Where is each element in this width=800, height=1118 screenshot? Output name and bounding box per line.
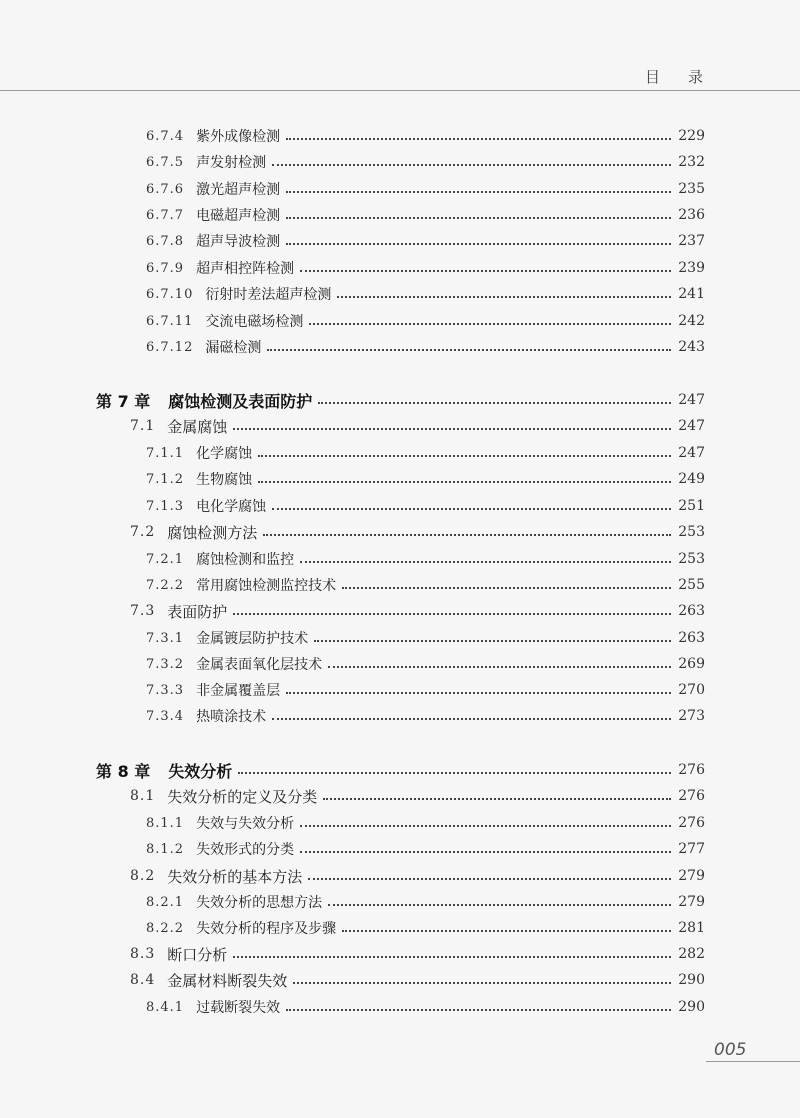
toc-entry-title: 交流电磁场检测 [205,314,304,330]
toc-entry-title: 腐蚀检测和监控 [196,552,295,568]
toc-entry-page: 277 [678,841,705,857]
toc-subsection-entry[interactable] [146,573,705,597]
toc-subsection-entry[interactable] [146,626,705,650]
toc-entry-page: 273 [678,708,705,724]
toc-dot-leader [300,561,671,563]
toc-entry-page: 263 [678,630,705,646]
toc-dot-leader [233,956,671,958]
toc-entry-number: 第 7 章 [96,391,151,411]
toc-entry-number: 6.7.12 [146,339,194,355]
toc-entry-number: 6.7.4 [146,128,185,144]
toc-dot-leader [328,904,671,906]
toc-subsection-entry[interactable] [146,995,705,1019]
toc-entry-title: 表面防护 [167,602,228,621]
toc-dot-leader [293,982,671,984]
toc-entry-title: 失效分析的思想方法 [196,895,323,911]
toc-section-entry[interactable] [130,864,705,888]
toc-dot-leader [286,243,671,245]
toc-dot-leader [286,1009,671,1011]
page-number: 005 [714,1040,747,1060]
toc-entry-title: 过载断裂失效 [196,1000,281,1016]
toc-chapter-entry[interactable] [96,388,705,412]
toc-subsection-entry[interactable] [146,309,705,333]
toc-entry-page: 276 [678,815,705,831]
toc-entry-number: 8.2.2 [146,920,185,936]
toc-dot-leader [318,402,671,404]
toc-subsection-entry[interactable] [146,837,705,861]
toc-dot-leader [286,191,671,193]
toc-dot-leader [233,428,671,430]
toc-entry-title: 断口分析 [167,945,228,964]
toc-section-entry[interactable] [130,520,705,544]
toc-entry-number: 8.1 [130,788,156,804]
toc-subsection-entry[interactable] [146,547,705,571]
toc-subsection-entry[interactable] [146,916,705,940]
toc-dot-leader [308,878,671,880]
toc-entry-title: 紫外成像检测 [196,129,281,145]
toc-subsection-entry[interactable] [146,494,705,518]
footer-rule [706,1061,800,1062]
toc-entry-page: 279 [678,868,705,884]
toc-entry-page: 270 [678,682,705,698]
toc-dot-leader [309,323,671,325]
toc-entry-title: 失效分析 [168,761,233,781]
toc-dot-leader [286,692,671,694]
toc-subsection-entry[interactable] [146,441,705,465]
toc-entry-page: 229 [678,128,705,144]
toc-dot-leader [272,164,671,166]
toc-entry-number: 7.3.1 [146,630,185,646]
toc-entry-number: 8.1.2 [146,841,185,857]
toc-entry-title: 超声相控阵检测 [196,261,295,277]
toc-entry-page: 269 [678,656,705,672]
toc-entry-page: 253 [678,524,705,540]
toc-dot-leader [286,217,671,219]
toc-entry-number: 8.4 [130,972,156,988]
toc-entry-number: 6.7.9 [146,260,185,276]
toc-entry-title: 电磁超声检测 [196,208,281,224]
toc-entry-number: 6.7.6 [146,181,185,197]
toc-subsection-entry[interactable] [146,256,705,280]
toc-section-entry[interactable] [130,784,705,808]
toc-entry-page: 263 [678,603,705,619]
toc-entry-title: 失效分析的基本方法 [167,867,303,886]
toc-dot-leader [263,534,671,536]
toc-entry-page: 276 [678,788,705,804]
toc-entry-number: 8.4.1 [146,999,185,1015]
toc-dot-leader [267,349,671,351]
toc-subsection-entry[interactable] [146,124,705,148]
toc-entry-page: 255 [678,577,705,593]
toc-entry-number: 7.2 [130,524,156,540]
toc-entry-number: 8.3 [130,946,156,962]
toc-subsection-entry[interactable] [146,150,705,174]
toc-entry-title: 金属腐蚀 [167,417,228,436]
toc-section-entry[interactable] [130,414,705,438]
toc-entry-number: 7.1.3 [146,498,185,514]
toc-dot-leader [300,851,671,853]
toc-entry-title: 失效与失效分析 [196,816,295,832]
toc-dot-leader [272,718,671,720]
toc-subsection-entry[interactable] [146,335,705,359]
toc-subsection-entry[interactable] [146,704,705,728]
toc-dot-leader [314,640,671,642]
toc-entry-page: 236 [678,207,705,223]
toc-entry-title: 声发射检测 [196,155,267,171]
toc-dot-leader [300,825,671,827]
toc-chapter-entry[interactable] [96,758,705,782]
toc-dot-leader [337,296,671,298]
toc-entry-number: 7.3.3 [146,682,185,698]
toc-entry-title: 超声导波检测 [196,234,281,250]
toc-entry-number: 第 8 章 [96,761,151,781]
toc-entry-number: 6.7.8 [146,233,185,249]
toc-entry-page: 239 [678,260,705,276]
toc-dot-leader [272,508,671,510]
toc-dot-leader [323,798,671,800]
toc-entry-page: 251 [678,498,705,514]
toc-subsection-entry[interactable] [146,652,705,676]
toc-entry-page: 242 [678,313,705,329]
toc-section-entry[interactable] [130,942,705,966]
toc-entry-title: 常用腐蚀检测监控技术 [196,578,337,594]
toc-entry-page: 290 [678,972,705,988]
toc-dot-leader [286,138,671,140]
toc-section-entry[interactable] [130,968,705,992]
toc-entry-title: 金属镀层防护技术 [196,631,309,647]
toc-entry-title: 失效分析的程序及步骤 [196,921,337,937]
toc-subsection-entry[interactable] [146,811,705,835]
toc-dot-leader [258,481,671,483]
toc-entry-page: 247 [678,392,705,408]
toc-subsection-entry[interactable] [146,229,705,253]
toc-dot-leader [258,455,671,457]
toc-entry-title: 金属材料断裂失效 [167,971,288,990]
toc-entry-title: 生物腐蚀 [196,472,253,488]
toc-subsection-entry[interactable] [146,177,705,201]
toc-entry-page: 282 [678,946,705,962]
toc-entry-title: 激光超声检测 [196,182,281,198]
toc-entry-page: 279 [678,894,705,910]
toc-entry-title: 非金属覆盖层 [196,683,281,699]
toc-dot-leader [328,666,671,668]
toc-subsection-entry[interactable] [146,467,705,491]
toc-entry-number: 7.3 [130,603,156,619]
toc-entry-page: 247 [678,445,705,461]
toc-dot-leader [233,613,671,615]
toc-dot-leader [342,930,671,932]
toc-entry-number: 7.3.2 [146,656,185,672]
toc-entry-page: 253 [678,551,705,567]
toc-entry-number: 6.7.11 [146,313,194,329]
toc-subsection-entry[interactable] [146,890,705,914]
toc-subsection-entry[interactable] [146,203,705,227]
toc-entry-title: 化学腐蚀 [196,446,253,462]
toc-section-entry[interactable] [130,599,705,623]
toc-entry-title: 腐蚀检测方法 [167,523,258,542]
toc-entry-number: 7.2.2 [146,577,185,593]
toc-entry-page: 247 [678,418,705,434]
toc-entry-page: 241 [678,286,705,302]
toc-entry-number: 8.2 [130,868,156,884]
toc-entry-number: 6.7.7 [146,207,185,223]
toc-entry-title: 电化学腐蚀 [196,499,267,515]
toc-entry-number: 7.3.4 [146,708,185,724]
toc-entry-page: 235 [678,181,705,197]
running-header-title: 目录 [645,68,732,86]
toc-entry-number: 8.1.1 [146,815,185,831]
toc-entry-title: 衍射时差法超声检测 [205,287,332,303]
toc-entry-title: 失效形式的分类 [196,842,295,858]
toc-entry-number: 7.1 [130,418,156,434]
toc-entry-title: 失效分析的定义及分类 [167,787,318,806]
toc-entry-page: 249 [678,471,705,487]
toc-subsection-entry[interactable] [146,282,705,306]
toc-entry-page: 243 [678,339,705,355]
toc-entry-page: 290 [678,999,705,1015]
toc-entry-number: 7.2.1 [146,551,185,567]
toc-entry-page: 232 [678,154,705,170]
toc-entry-page: 276 [678,762,705,778]
toc-entry-number: 6.7.5 [146,154,185,170]
toc-dot-leader [300,270,671,272]
toc-entry-title: 金属表面氧化层技术 [196,657,323,673]
toc-entry-page: 237 [678,233,705,249]
toc-entry-title: 漏磁检测 [205,340,262,356]
toc-entry-number: 7.1.2 [146,471,185,487]
toc-entry-number: 7.1.1 [146,445,185,461]
toc-entry-page: 281 [678,920,705,936]
toc-subsection-entry[interactable] [146,678,705,702]
toc-entry-number: 8.2.1 [146,894,185,910]
toc-dot-leader [342,587,671,589]
toc-entry-title: 腐蚀检测及表面防护 [168,391,313,411]
toc-entry-number: 6.7.10 [146,286,194,302]
toc-dot-leader [238,772,671,774]
toc-entry-title: 热喷涂技术 [196,709,267,725]
